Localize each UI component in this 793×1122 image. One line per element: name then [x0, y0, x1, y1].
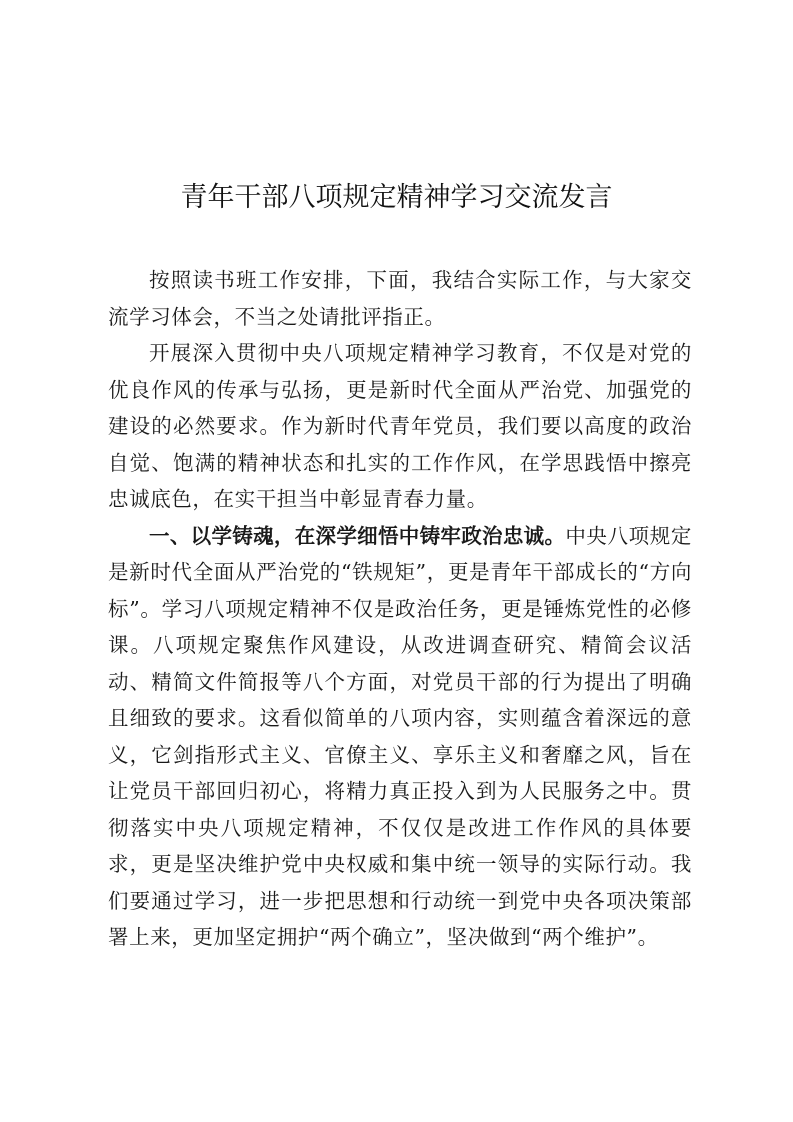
paragraph-background [108, 335, 692, 518]
document-body [108, 262, 692, 956]
paragraph-text: 按照读书班工作安排，下面，我结合实际工作，与大家交流学习体会，不当之处请批评指正。 [108, 268, 692, 329]
document-title: 青年干部八项规定精神学习交流发言 [180, 182, 613, 213]
paragraph-text: 开展深入贯彻中央八项规定精神学习教育，不仅是对党的优良作风的传承与弘扬，更是新时代全面从严治党、加强党的建设的必然要求。作为新时代青年党员，我们要以高度的政治自觉、饱满的精神状态和扎实的工作作风，在学思践悟中擦亮忠诚底色，在实干担当中彰显青春力量。 [108, 341, 692, 511]
paragraph-intro [108, 262, 692, 335]
section-heading: 一、以学铸魂，在深学细悟中铸牢政治忠诚。 [149, 523, 566, 548]
paragraph-section-one [108, 518, 692, 956]
paragraph-text: 中央八项规定是新时代全面从严治党的“铁规矩”，更是青年干部成长的“方向标”。学习八项规定精神不仅是政治任务，更是锤炼党性的必修课。八项规定聚焦作风建设，从改进调查研究、精简会议活动、精简文件简报等八个方面，对党员干部的行为提出了明确且细致的要求。这看似简单的八项内容，实则蕴含着深远的意义，它剑指形式主义、官僚主义、享乐主义和奢靡之风，旨在让党员干部回归初心，将精力真正投入到为人民服务之中。贯彻落实中央八项规定精神，不仅仅是改进工作作风的具体要求，更是坚决维护党中央权威和集中统一领导的实际行动。我们要通过学习，进一步把思想和行动统一到党中央各项决策部署上来，更加坚定拥护“两个确立”，坚决做到“两个维护”。 [108, 523, 692, 949]
